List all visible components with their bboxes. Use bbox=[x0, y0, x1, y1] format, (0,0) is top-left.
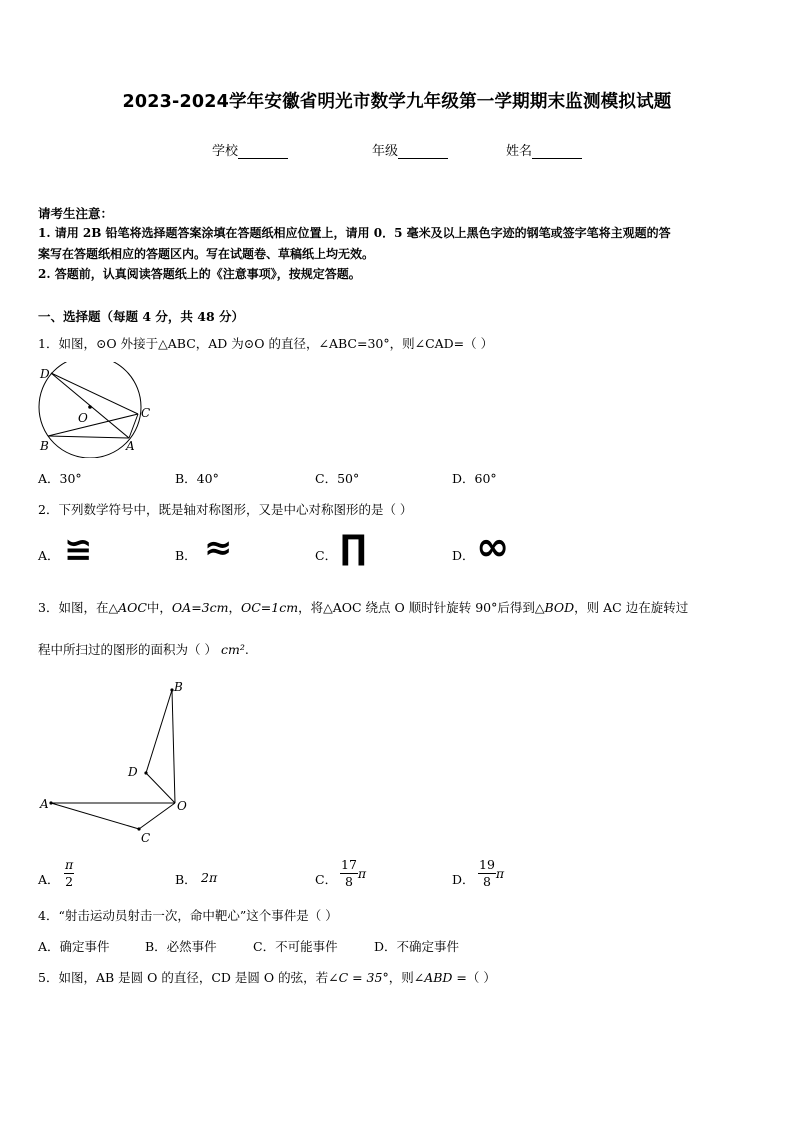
q3-stem-part-b: 中， bbox=[146, 600, 172, 615]
q1-line-ba bbox=[48, 436, 129, 438]
q3-unit: cm² bbox=[220, 642, 245, 657]
q3-figure bbox=[36, 676, 196, 846]
q5-stem-part-c: （ ） bbox=[466, 970, 496, 985]
q3-comma: ， bbox=[228, 600, 241, 615]
q3-point-a bbox=[49, 801, 52, 804]
notice-line-1b: 案写在答题纸相应的答题区内。写在试题卷、草稿纸上均无效。 bbox=[38, 247, 375, 261]
pi-symbol: π bbox=[495, 866, 505, 881]
q3-stem-part-e: 程中所扫过的图形的面积为（ ） bbox=[38, 642, 217, 657]
q3-option-b[interactable]: B． bbox=[175, 872, 197, 887]
q3-period: . bbox=[244, 642, 249, 657]
q2-stem: 2．下列数学符号中，既是轴对称图形，又是中心对称图形的是（ ） bbox=[38, 502, 413, 517]
approx-symbol: ≈ bbox=[204, 528, 233, 568]
q2-option-d[interactable]: D． bbox=[452, 548, 475, 563]
q4-stem: 4．“射击运动员射击一次，命中靶心”这个事件是（ ） bbox=[38, 908, 338, 923]
q3-triangle-aoc: △AOC bbox=[108, 600, 147, 615]
q2-option-a[interactable]: A． bbox=[38, 548, 60, 563]
grade-field[interactable] bbox=[372, 140, 448, 159]
fraction bbox=[478, 857, 496, 890]
product-symbol: ∏ bbox=[340, 528, 367, 568]
name-blank[interactable] bbox=[532, 144, 582, 159]
q5-stem-part-a: 5．如图，AB 是圆 O 的直径，CD 是圆 O 的弦，若 bbox=[38, 970, 329, 985]
q5-stem bbox=[38, 968, 496, 986]
q3-label-a: A bbox=[40, 797, 49, 811]
q3-line-ac bbox=[51, 803, 139, 829]
notice-heading: 请考生注意： bbox=[38, 206, 114, 221]
q1-label-o: O bbox=[78, 411, 88, 425]
q3-line-bd bbox=[146, 690, 172, 773]
fraction bbox=[64, 857, 74, 890]
q3-label-c: C bbox=[141, 831, 151, 845]
q3-stem-line-2 bbox=[38, 640, 249, 658]
fraction-numerator: π bbox=[65, 857, 74, 872]
q3-label-d: D bbox=[128, 765, 138, 779]
q2-option-b[interactable]: B． bbox=[175, 548, 197, 563]
q1-line-dc bbox=[51, 373, 138, 414]
school-label: 学校 bbox=[212, 144, 239, 159]
q1-label-b: B bbox=[40, 439, 49, 453]
fraction-denominator: 8 bbox=[344, 874, 353, 889]
pi-symbol: π bbox=[357, 866, 367, 881]
fraction-numerator: 17 bbox=[341, 857, 357, 872]
q1-option-b[interactable]: B．40° bbox=[175, 471, 219, 486]
q3-stem-line-1 bbox=[38, 598, 688, 616]
q3-option-b-value: 2π bbox=[201, 870, 218, 885]
notice-line-2: 2. 答题前，认真阅读答题纸上的《注意事项》，按规定答题。 bbox=[38, 267, 361, 281]
school-field[interactable] bbox=[212, 140, 288, 159]
q3-oc: OC=1cm bbox=[241, 600, 299, 615]
q1-option-d[interactable]: D．60° bbox=[452, 471, 497, 486]
q3-option-d[interactable]: D． bbox=[452, 872, 475, 887]
grade-label: 年级 bbox=[372, 144, 399, 159]
q3-point-d bbox=[144, 771, 147, 774]
q4-option-c[interactable]: C．不可能事件 bbox=[253, 939, 338, 954]
q4-option-b[interactable]: B．必然事件 bbox=[145, 939, 217, 954]
q3-option-a-value bbox=[64, 857, 74, 890]
q5-stem-part-b: ，则 bbox=[388, 970, 414, 985]
fraction-denominator: 8 bbox=[482, 874, 491, 889]
q5-angle-c: ∠C = 35° bbox=[328, 970, 389, 985]
q3-stem-part-d: ，则 AC 边在旋转过 bbox=[574, 600, 689, 615]
q3-option-c[interactable]: C． bbox=[315, 872, 338, 887]
q3-oa: OA=3cm bbox=[171, 600, 229, 615]
school-blank[interactable] bbox=[238, 144, 288, 159]
q1-label-a: A bbox=[126, 439, 135, 453]
q3-option-d-value bbox=[478, 857, 504, 890]
q3-option-c-value bbox=[340, 857, 366, 890]
name-label: 姓名 bbox=[506, 144, 533, 159]
section-heading: 一、选择题（每题 4 分，共 48 分） bbox=[38, 309, 245, 324]
infinity-symbol: ∞ bbox=[476, 524, 510, 570]
q3-line-do bbox=[146, 773, 175, 803]
q5-angle-abd: ∠ABD = bbox=[413, 970, 467, 985]
q1-option-a[interactable]: A．30° bbox=[38, 471, 82, 486]
q2-option-c[interactable]: C． bbox=[315, 548, 338, 563]
q4-option-d[interactable]: D．不确定事件 bbox=[374, 939, 460, 954]
q3-triangle-bod: △BOD bbox=[534, 600, 575, 615]
page-title: 2023-2024学年安徽省明光市数学九年级第一学期期末监测模拟试题 bbox=[122, 92, 672, 112]
grade-blank[interactable] bbox=[398, 144, 448, 159]
fraction-numerator: 19 bbox=[479, 857, 495, 872]
q3-stem-part-a: 3．如图，在 bbox=[38, 600, 109, 615]
fraction bbox=[340, 857, 358, 890]
fraction-denominator: 2 bbox=[65, 874, 74, 889]
q1-center-dot bbox=[88, 405, 92, 409]
q4-option-a[interactable]: A．确定事件 bbox=[38, 939, 110, 954]
q1-figure bbox=[34, 362, 164, 458]
congruent-symbol: ≌ bbox=[64, 530, 93, 570]
q1-line-bc bbox=[48, 414, 138, 436]
notice-line-1: 1. 请用 2B 铅笔将选择题答案涂填在答题纸相应位置上，请用 0．5 毫米及以上黑色字迹的钢笔或签字笔将主观题的答 bbox=[38, 226, 671, 240]
q3-line-co bbox=[139, 803, 175, 829]
q1-stem: 1．如图，⊙O 外接于△ABC，AD 为⊙O 的直径，∠ABC=30°，则∠CAD=（ ） bbox=[38, 336, 494, 351]
q1-label-d: D bbox=[40, 367, 50, 381]
q3-option-a[interactable]: A． bbox=[38, 872, 60, 887]
q1-label-c: C bbox=[141, 406, 151, 420]
name-field[interactable] bbox=[506, 140, 582, 159]
q3-label-b: B bbox=[174, 680, 183, 694]
q3-line-bo bbox=[172, 690, 175, 803]
q3-stem-part-c: ，将△AOC 绕点 O 顺时针旋转 90°后得到 bbox=[298, 600, 535, 615]
q3-label-o: O bbox=[177, 799, 187, 813]
q1-option-c[interactable]: C．50° bbox=[315, 471, 360, 486]
